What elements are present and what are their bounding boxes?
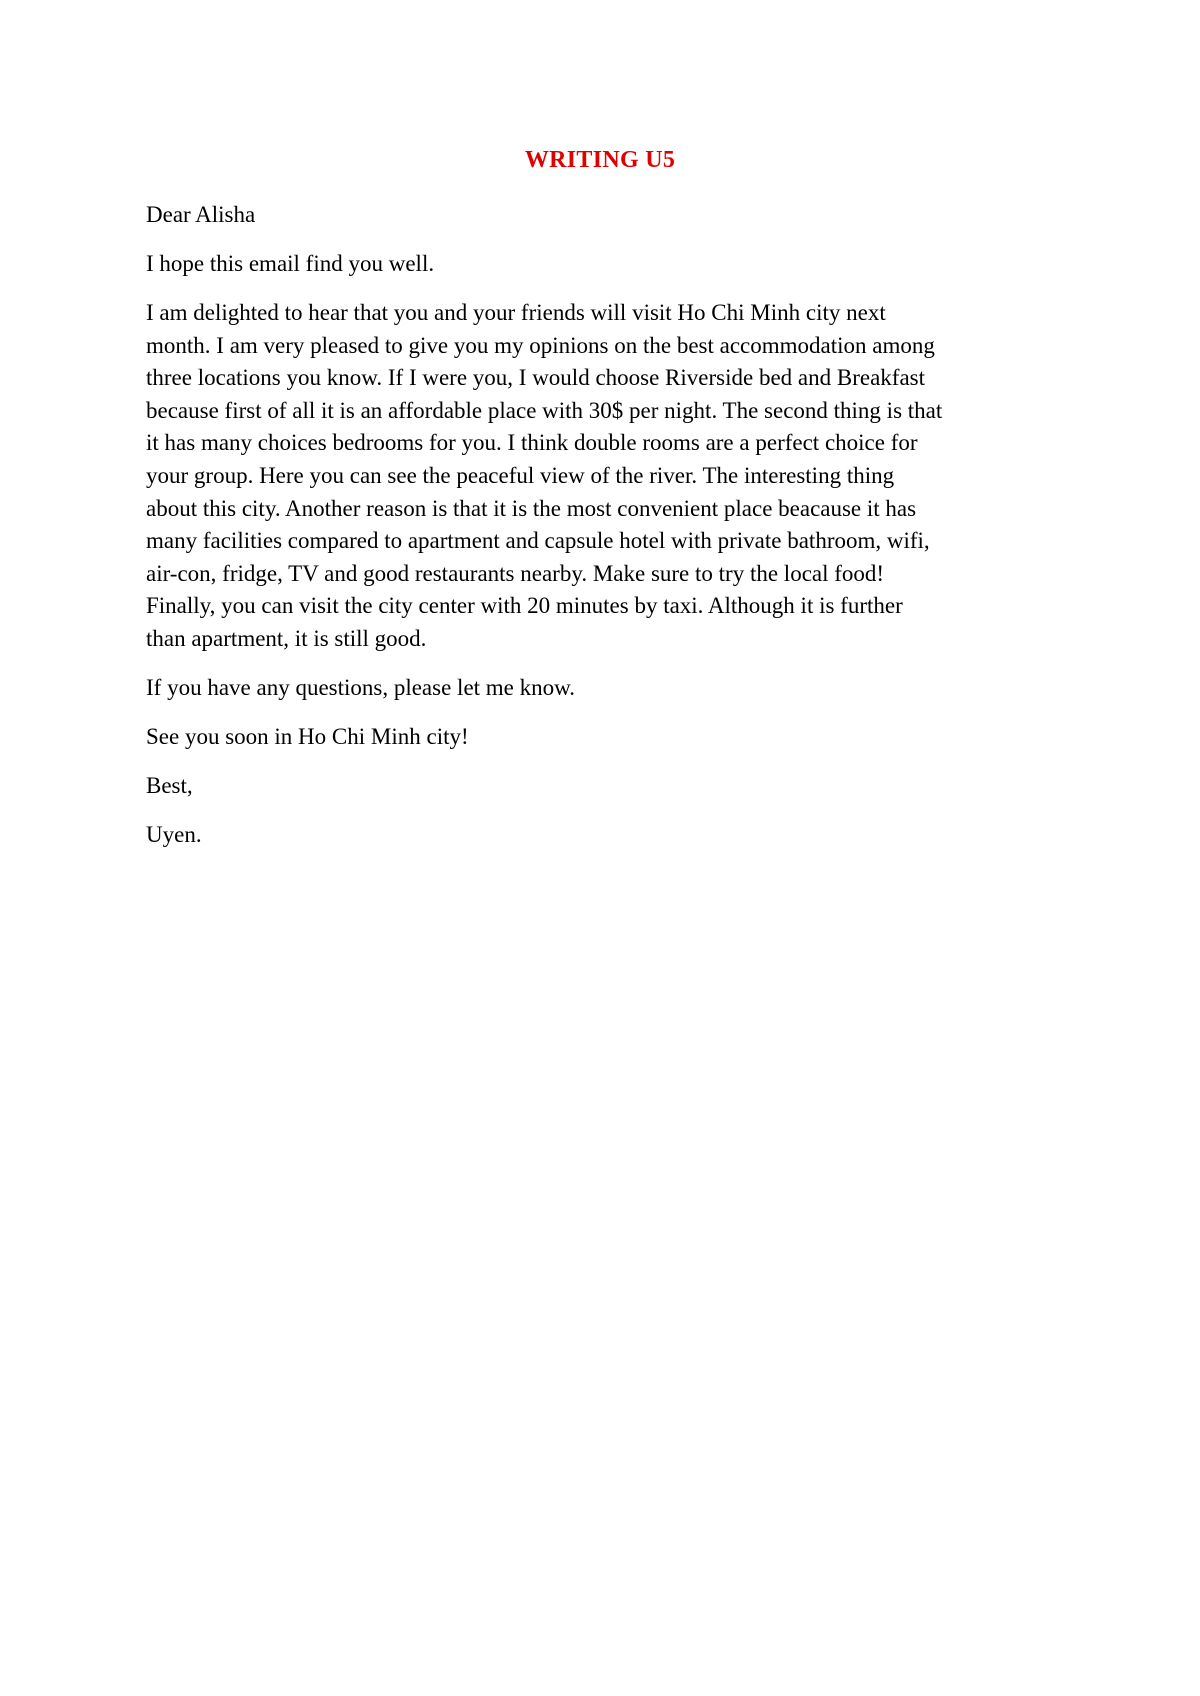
document-title: WRITING U5 xyxy=(524,147,676,173)
greeting: Dear Alisha xyxy=(146,202,256,227)
paragraph-line: your group. Here you can see the peaceful view of the river. The interesting thing xyxy=(146,462,895,488)
main-paragraph xyxy=(146,297,1076,656)
paragraph-line: because first of all it is an affordable place with 30$ per night. The second thing is that xyxy=(146,397,943,423)
closing: Best, xyxy=(146,772,193,798)
letter-body xyxy=(146,199,1076,868)
paragraph-line: many facilities compared to apartment and capsule hotel with private bathroom, wifi, xyxy=(146,528,930,554)
see-you-line: See you soon in Ho Chi Minh city! xyxy=(146,723,469,749)
paragraph-line: than apartment, it is still good. xyxy=(146,625,427,651)
questions-line: If you have any questions, please let me know. xyxy=(146,674,576,700)
paragraph-line: month. I am very pleased to give you my opinions on the best accommodation among xyxy=(146,332,935,358)
paragraph-line: it has many choices bedrooms for you. I think double rooms are a perfect choice for xyxy=(146,430,918,456)
signature: Uyen. xyxy=(146,821,202,847)
paragraph-line: about this city. Another reason is that it is the most convenient place beacause it has xyxy=(146,495,917,521)
paragraph-line: I am delighted to hear that you and your friends will visit Ho Chi Minh city next xyxy=(146,299,886,325)
opening-line: I hope this email find you well. xyxy=(146,250,435,276)
paragraph-line: Finally, you can visit the city center with 20 minutes by taxi. Although it is further xyxy=(146,593,903,619)
paragraph-line: three locations you know. If I were you, I would choose Riverside bed and Breakfast xyxy=(146,365,926,391)
paragraph-line: air-con, fridge, TV and good restaurants nearby. Make sure to try the local food! xyxy=(146,560,885,586)
